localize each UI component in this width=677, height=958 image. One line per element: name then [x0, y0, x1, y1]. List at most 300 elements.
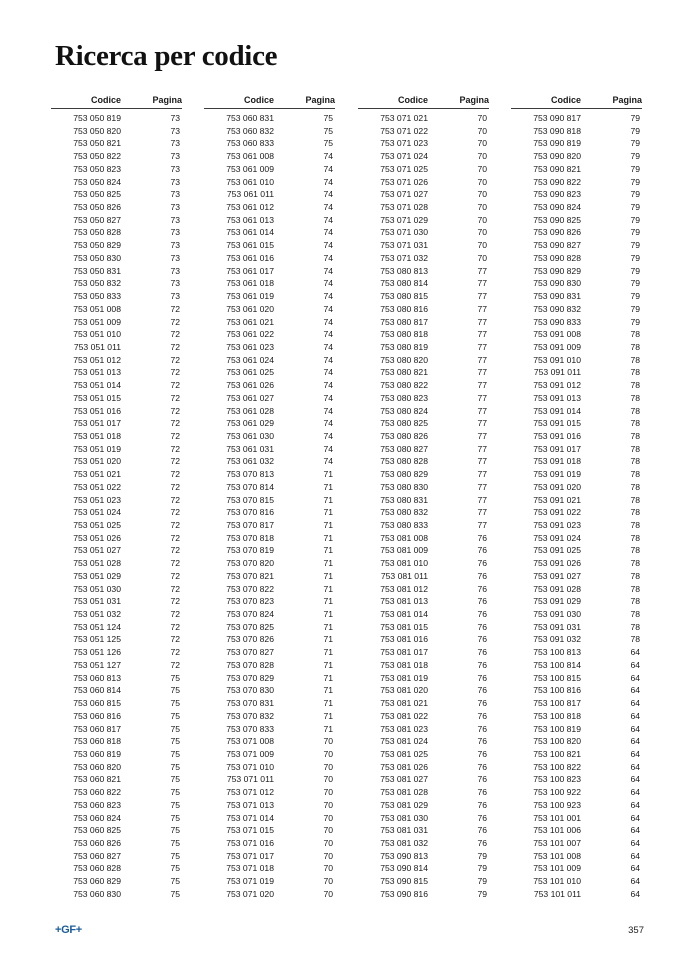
table-row	[51, 430, 182, 443]
header-page: Pagina	[459, 95, 489, 105]
code-cell: 753 071 025	[380, 163, 428, 174]
table-row	[511, 506, 642, 519]
table-row	[204, 850, 335, 863]
page-cell: 71	[323, 723, 333, 734]
page-cell: 71	[323, 634, 333, 645]
table-row	[511, 633, 642, 646]
page-cell: 72	[170, 570, 180, 581]
code-cell: 753 081 011	[380, 570, 428, 581]
code-cell: 753 091 012	[533, 380, 581, 391]
table-row	[511, 837, 642, 850]
page-cell: 70	[323, 888, 333, 899]
page-cell: 72	[170, 469, 180, 480]
code-cell: 753 050 819	[73, 113, 121, 123]
code-cell: 753 091 025	[533, 545, 581, 556]
code-cell: 753 060 829	[73, 876, 121, 887]
table-row	[204, 646, 335, 659]
column-header	[511, 95, 642, 109]
page-cell: 76	[477, 837, 487, 848]
code-cell: 753 060 825	[73, 825, 121, 836]
page-cell: 76	[477, 825, 487, 836]
table-row	[51, 888, 182, 901]
page-cell: 73	[170, 227, 180, 238]
code-cell: 753 061 025	[226, 367, 274, 378]
code-cell: 753 071 031	[380, 240, 428, 251]
page-cell: 71	[323, 609, 333, 620]
code-cell: 753 100 817	[533, 698, 581, 709]
code-cell: 753 090 813	[380, 850, 428, 861]
page-cell: 78	[630, 520, 640, 530]
code-cell: 753 051 020	[73, 456, 121, 467]
code-cell: 753 090 816	[380, 888, 428, 899]
page-cell: 77	[477, 520, 487, 530]
page-cell: 76	[477, 812, 487, 823]
code-cell: 753 071 032	[380, 252, 428, 263]
page-cell: 77	[477, 494, 487, 505]
page-cell: 72	[170, 430, 180, 441]
table-row	[511, 443, 642, 456]
page-cell: 78	[630, 469, 640, 480]
page-cell: 72	[170, 532, 180, 543]
code-cell: 753 060 831	[226, 113, 274, 123]
code-cell: 753 091 019	[533, 469, 581, 480]
table-row	[358, 735, 489, 748]
page-title: Ricerca per codice	[55, 40, 278, 72]
table-row	[204, 684, 335, 697]
table-row	[204, 112, 335, 125]
page-cell: 73	[170, 240, 180, 251]
code-cell: 753 080 819	[380, 341, 428, 352]
table-row	[51, 494, 182, 507]
code-cell: 753 091 026	[533, 558, 581, 569]
code-cell: 753 060 832	[226, 125, 274, 136]
page-cell: 70	[477, 125, 487, 136]
page-cell: 75	[170, 723, 180, 734]
table-row	[204, 888, 335, 901]
page-cell: 77	[477, 392, 487, 403]
table-row	[511, 405, 642, 418]
table-row	[51, 875, 182, 888]
page-cell: 71	[323, 583, 333, 594]
page-cell: 64	[630, 799, 640, 810]
page-cell: 74	[323, 341, 333, 352]
table-row	[51, 252, 182, 265]
code-cell: 753 070 831	[226, 698, 274, 709]
index-column-1	[51, 95, 182, 901]
code-cell: 753 090 829	[533, 265, 581, 276]
code-cell: 753 070 821	[226, 570, 274, 581]
table-row	[511, 494, 642, 507]
page-cell: 73	[170, 176, 180, 187]
page-cell: 76	[477, 710, 487, 721]
page-cell: 64	[630, 863, 640, 874]
table-row	[511, 430, 642, 443]
table-row	[358, 506, 489, 519]
index-column-4	[511, 95, 642, 901]
code-cell: 753 071 028	[380, 202, 428, 213]
table-row	[358, 557, 489, 570]
table-row	[358, 341, 489, 354]
rows	[204, 112, 335, 901]
code-cell: 753 050 831	[73, 265, 121, 276]
table-row	[51, 723, 182, 736]
code-cell: 753 071 024	[380, 151, 428, 162]
table-row	[204, 392, 335, 405]
code-cell: 753 051 016	[73, 405, 121, 416]
code-cell: 753 101 001	[533, 812, 581, 823]
page-cell: 78	[630, 367, 640, 378]
table-row	[51, 290, 182, 303]
code-cell: 753 091 027	[533, 570, 581, 581]
code-cell: 753 071 013	[226, 799, 274, 810]
table-row	[511, 812, 642, 825]
table-row	[204, 176, 335, 189]
code-cell: 753 071 021	[380, 113, 428, 123]
page-cell: 75	[170, 812, 180, 823]
table-row	[511, 684, 642, 697]
page-cell: 64	[630, 812, 640, 823]
code-cell: 753 051 023	[73, 494, 121, 505]
page-cell: 73	[170, 125, 180, 136]
page-cell: 77	[477, 507, 487, 518]
code-cell: 753 051 010	[73, 329, 121, 340]
table-row	[204, 544, 335, 557]
page-cell: 72	[170, 609, 180, 620]
page-cell: 75	[170, 685, 180, 696]
page-cell: 75	[170, 748, 180, 759]
page-cell: 75	[170, 787, 180, 798]
page-cell: 70	[323, 774, 333, 785]
page-cell: 75	[170, 672, 180, 683]
code-cell: 753 091 020	[533, 481, 581, 492]
table-row	[511, 735, 642, 748]
code-cell: 753 081 021	[380, 698, 428, 709]
page-cell: 77	[477, 367, 487, 378]
table-row	[204, 150, 335, 163]
page-cell: 70	[477, 189, 487, 200]
table-row	[51, 316, 182, 329]
table-row	[204, 188, 335, 201]
table-row	[511, 621, 642, 634]
table-row	[51, 239, 182, 252]
code-cell: 753 061 023	[226, 341, 274, 352]
code-cell: 753 081 015	[380, 621, 428, 632]
code-cell: 753 050 828	[73, 227, 121, 238]
code-cell: 753 071 012	[226, 787, 274, 798]
table-row	[358, 621, 489, 634]
code-cell: 753 050 833	[73, 291, 121, 302]
code-cell: 753 060 817	[73, 723, 121, 734]
code-cell: 753 071 009	[226, 748, 274, 759]
table-row	[358, 455, 489, 468]
table-row	[511, 201, 642, 214]
page-cell: 78	[630, 418, 640, 429]
page-cell: 72	[170, 367, 180, 378]
table-row	[51, 557, 182, 570]
table-row	[358, 862, 489, 875]
table-row	[358, 799, 489, 812]
page-cell: 74	[323, 367, 333, 378]
page-cell: 71	[323, 685, 333, 696]
page-cell: 71	[323, 647, 333, 658]
code-cell: 753 060 819	[73, 748, 121, 759]
page-cell: 76	[477, 583, 487, 594]
table-row	[204, 468, 335, 481]
table-row	[51, 837, 182, 850]
code-cell: 753 050 822	[73, 151, 121, 162]
code-cell: 753 091 023	[533, 520, 581, 530]
table-row	[204, 226, 335, 239]
page-cell: 71	[323, 494, 333, 505]
table-row	[511, 888, 642, 901]
code-cell: 753 051 030	[73, 583, 121, 594]
code-cell: 753 050 832	[73, 278, 121, 289]
page-cell: 78	[630, 609, 640, 620]
page-cell: 79	[630, 113, 640, 123]
page-cell: 64	[630, 647, 640, 658]
page-cell: 76	[477, 685, 487, 696]
code-cell: 753 060 830	[73, 888, 121, 899]
code-cell: 753 090 819	[533, 138, 581, 149]
page-cell: 72	[170, 621, 180, 632]
page-cell: 70	[323, 812, 333, 823]
table-row	[358, 837, 489, 850]
code-cell: 753 051 015	[73, 392, 121, 403]
code-cell: 753 080 820	[380, 354, 428, 365]
code-cell: 753 061 026	[226, 380, 274, 391]
page-cell: 72	[170, 405, 180, 416]
table-row	[358, 125, 489, 138]
page-cell: 77	[477, 341, 487, 352]
page-cell: 79	[630, 176, 640, 187]
page-cell: 72	[170, 303, 180, 314]
code-cell: 753 070 827	[226, 647, 274, 658]
page-cell: 72	[170, 596, 180, 607]
page-cell: 64	[630, 736, 640, 747]
page-cell: 75	[170, 698, 180, 709]
code-cell: 753 051 031	[73, 596, 121, 607]
page-cell: 72	[170, 558, 180, 569]
code-cell: 753 070 823	[226, 596, 274, 607]
page-cell: 72	[170, 583, 180, 594]
table-row	[51, 710, 182, 723]
page-cell: 74	[323, 214, 333, 225]
code-cell: 753 100 814	[533, 659, 581, 670]
table-row	[51, 812, 182, 825]
table-row	[511, 468, 642, 481]
table-row	[51, 226, 182, 239]
code-cell: 753 061 027	[226, 392, 274, 403]
code-cell: 753 071 014	[226, 812, 274, 823]
code-cell: 753 090 827	[533, 240, 581, 251]
code-cell: 753 051 032	[73, 609, 121, 620]
page-cell: 74	[323, 291, 333, 302]
code-cell: 753 091 022	[533, 507, 581, 518]
column-header	[358, 95, 489, 109]
table-row	[204, 455, 335, 468]
page-cell: 74	[323, 202, 333, 213]
table-row	[358, 354, 489, 367]
table-row	[204, 710, 335, 723]
table-row	[358, 316, 489, 329]
page-cell: 70	[323, 863, 333, 874]
code-cell: 753 081 020	[380, 685, 428, 696]
page-cell: 79	[630, 252, 640, 263]
page-cell: 70	[477, 252, 487, 263]
code-cell: 753 090 830	[533, 278, 581, 289]
page-cell: 64	[630, 710, 640, 721]
table-row	[204, 519, 335, 532]
code-cell: 753 080 816	[380, 303, 428, 314]
code-cell: 753 080 831	[380, 494, 428, 505]
page-cell: 71	[323, 570, 333, 581]
code-cell: 753 081 012	[380, 583, 428, 594]
table-row	[204, 659, 335, 672]
page-cell: 77	[477, 265, 487, 276]
table-row	[511, 392, 642, 405]
table-row	[358, 633, 489, 646]
page-cell: 73	[170, 138, 180, 149]
code-cell: 753 090 820	[533, 151, 581, 162]
code-cell: 753 091 017	[533, 443, 581, 454]
code-cell: 753 101 009	[533, 863, 581, 874]
page-cell: 78	[630, 481, 640, 492]
table-row	[51, 112, 182, 125]
table-row	[51, 646, 182, 659]
page-cell: 70	[323, 799, 333, 810]
code-cell: 753 061 032	[226, 456, 274, 467]
header-code: Codice	[90, 95, 121, 105]
table-row	[511, 290, 642, 303]
page-cell: 70	[477, 138, 487, 149]
page-cell: 77	[477, 443, 487, 454]
page-cell: 74	[323, 176, 333, 187]
code-cell: 753 071 022	[380, 125, 428, 136]
page-cell: 70	[477, 227, 487, 238]
code-cell: 753 061 031	[226, 443, 274, 454]
page-cell: 73	[170, 265, 180, 276]
page-cell: 72	[170, 456, 180, 467]
page-cell: 71	[323, 698, 333, 709]
table-row	[511, 328, 642, 341]
page-cell: 77	[477, 469, 487, 480]
table-row	[358, 265, 489, 278]
code-cell: 753 091 021	[533, 494, 581, 505]
table-row	[204, 723, 335, 736]
code-cell: 753 070 817	[226, 520, 274, 530]
page-cell: 71	[323, 469, 333, 480]
code-cell: 753 070 816	[226, 507, 274, 518]
page-cell: 76	[477, 736, 487, 747]
table-row	[204, 799, 335, 812]
table-row	[358, 366, 489, 379]
page-cell: 71	[323, 520, 333, 530]
table-row	[511, 608, 642, 621]
code-cell: 753 051 008	[73, 303, 121, 314]
table-row	[511, 659, 642, 672]
page-cell: 75	[323, 138, 333, 149]
table-row	[51, 176, 182, 189]
code-cell: 753 051 011	[73, 341, 121, 352]
page-cell: 79	[630, 278, 640, 289]
code-cell: 753 081 028	[380, 787, 428, 798]
table-row	[358, 710, 489, 723]
page-cell: 73	[170, 278, 180, 289]
page-cell: 75	[323, 113, 333, 123]
page-cell: 79	[630, 316, 640, 327]
table-row	[204, 608, 335, 621]
code-cell: 753 051 126	[73, 647, 121, 658]
page-cell: 76	[477, 609, 487, 620]
page-cell: 78	[630, 634, 640, 645]
code-cell: 753 081 019	[380, 672, 428, 683]
table-row	[204, 290, 335, 303]
code-cell: 753 100 818	[533, 710, 581, 721]
page-cell: 78	[630, 392, 640, 403]
code-cell: 753 081 016	[380, 634, 428, 645]
table-row	[51, 137, 182, 150]
page-cell: 74	[323, 430, 333, 441]
page-cell: 76	[477, 799, 487, 810]
page-cell: 70	[323, 748, 333, 759]
page-cell: 75	[170, 850, 180, 861]
code-cell: 753 091 013	[533, 392, 581, 403]
header-page: Pagina	[305, 95, 335, 105]
table-row	[511, 544, 642, 557]
page-cell: 76	[477, 761, 487, 772]
code-cell: 753 050 821	[73, 138, 121, 149]
code-cell: 753 091 009	[533, 341, 581, 352]
table-row	[358, 646, 489, 659]
index-column-2	[204, 95, 335, 901]
page-cell: 70	[477, 214, 487, 225]
code-cell: 753 100 823	[533, 774, 581, 785]
page-cell: 76	[477, 596, 487, 607]
page-cell: 79	[477, 863, 487, 874]
table-row	[358, 379, 489, 392]
page-cell: 70	[323, 876, 333, 887]
page-cell: 76	[477, 634, 487, 645]
page-cell: 70	[323, 825, 333, 836]
table-row	[358, 150, 489, 163]
table-row	[358, 443, 489, 456]
table-row	[511, 570, 642, 583]
page-cell: 76	[477, 545, 487, 556]
page-cell: 72	[170, 647, 180, 658]
code-cell: 753 050 825	[73, 189, 121, 200]
page-cell: 71	[323, 532, 333, 543]
page-cell: 78	[630, 405, 640, 416]
page-cell: 72	[170, 659, 180, 670]
code-cell: 753 081 030	[380, 812, 428, 823]
table-row	[51, 392, 182, 405]
table-row	[204, 494, 335, 507]
page-cell: 64	[630, 774, 640, 785]
table-row	[358, 748, 489, 761]
code-cell: 753 090 817	[533, 113, 581, 123]
page-cell: 73	[170, 189, 180, 200]
table-row	[358, 672, 489, 685]
table-row	[51, 799, 182, 812]
code-cell: 753 101 007	[533, 837, 581, 848]
table-row	[511, 786, 642, 799]
table-row	[51, 265, 182, 278]
page-cell: 74	[323, 354, 333, 365]
page-cell: 79	[630, 125, 640, 136]
code-cell: 753 061 021	[226, 316, 274, 327]
code-cell: 753 051 014	[73, 380, 121, 391]
page-cell: 79	[630, 214, 640, 225]
